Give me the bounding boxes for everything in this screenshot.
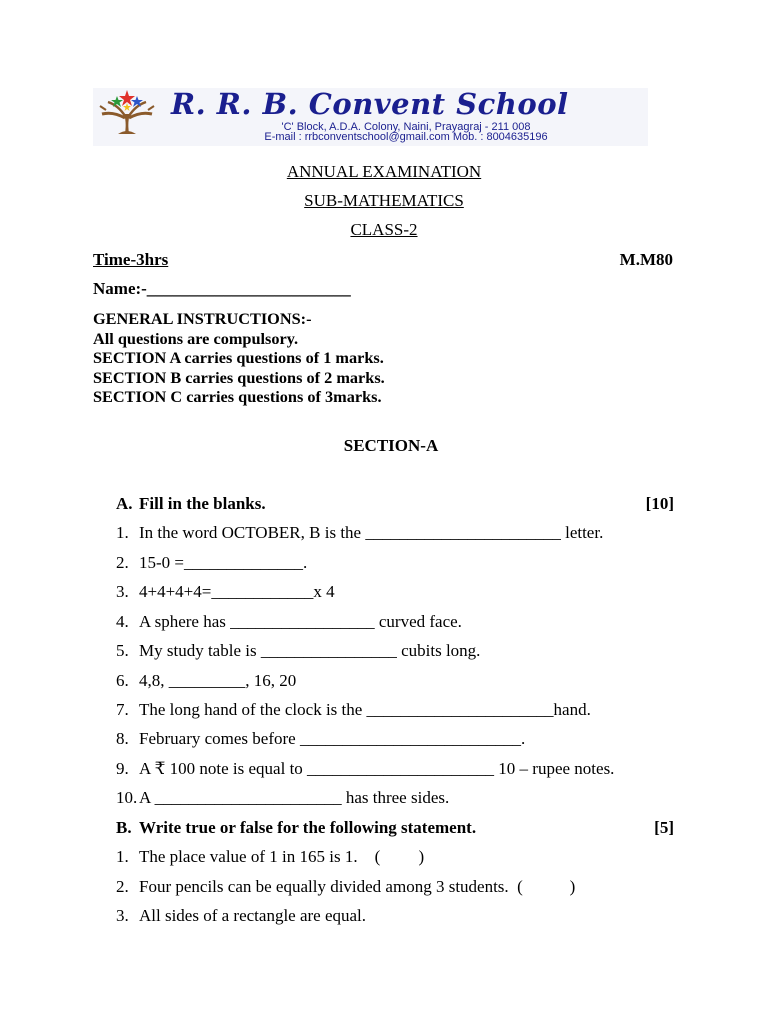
question-text: A ₹ 100 note is equal to ______________________ 10 – rupee notes. [139, 759, 615, 778]
instruction-line: SECTION B carries questions of 2 marks. [93, 367, 385, 387]
part-b-heading [116, 818, 674, 838]
question-item [116, 877, 575, 897]
question-text: The long hand of the clock is the ______________________hand. [139, 700, 591, 719]
letterhead [93, 88, 648, 146]
question-text: My study table is ________________ cubits long. [139, 641, 481, 660]
question-text: The place value of 1 in 165 is 1. ( ) [139, 847, 425, 866]
question-item [116, 759, 614, 779]
question-number: 1. [116, 523, 129, 542]
question-number: 3. [116, 582, 129, 601]
question-number: 3. [116, 906, 129, 925]
question-item [116, 700, 591, 720]
question-number: 4. [116, 612, 129, 631]
exam-title: ANNUAL EXAMINATION [286, 162, 482, 181]
general-instructions [93, 309, 385, 407]
question-number: 8. [116, 729, 129, 748]
question-number: 6. [116, 671, 129, 690]
question-text: In the word OCTOBER, B is the _______________________ letter. [139, 523, 604, 542]
part-b-marks: [5] [654, 818, 674, 837]
question-number: 7. [116, 700, 129, 719]
part-a-label: A. [116, 494, 133, 513]
question-number: 2. [116, 877, 129, 896]
section-a-title: SECTION-A [343, 436, 439, 455]
max-marks: M.M80 [619, 250, 673, 269]
question-text: A ______________________ has three sides. [139, 788, 450, 807]
school-name: R. R. B. Convent School [171, 87, 569, 121]
question-number: 1. [116, 847, 129, 866]
school-address: 'C' Block, A.D.A. Colony, Naini, Prayagraj - 211 008 [281, 121, 531, 133]
instructions-heading: GENERAL INSTRUCTIONS:- [93, 309, 312, 328]
question-number: 10. [116, 788, 138, 807]
question-item [116, 847, 424, 867]
part-b-title: Write true or false for the following statement. [139, 818, 477, 837]
exam-class: CLASS-2 [350, 220, 418, 239]
instruction-line: All questions are compulsory. [93, 328, 299, 348]
question-number: 9. [116, 759, 129, 778]
instruction-line: SECTION C carries questions of 3marks. [93, 387, 382, 406]
question-item [116, 788, 449, 808]
part-a-heading [116, 494, 674, 514]
exam-time: Time-3hrs [93, 250, 169, 269]
question-item [116, 612, 462, 632]
question-text: 4,8, _________, 16, 20 [139, 671, 297, 690]
question-item [116, 641, 480, 661]
question-text: 15-0 =______________. [139, 553, 308, 572]
part-b-label: B. [116, 818, 132, 837]
question-item [116, 553, 307, 573]
exam-subject: SUB-MATHEMATICS [304, 191, 464, 210]
question-item [116, 582, 335, 602]
student-name-field: Name:-________________________ [93, 279, 351, 298]
part-a-marks: [10] [645, 494, 674, 513]
instruction-line: SECTION A carries questions of 1 marks. [93, 348, 384, 367]
time-marks-row [93, 250, 673, 270]
question-text: February comes before __________________________. [139, 729, 526, 748]
question-number: 2. [116, 553, 129, 572]
question-item [116, 523, 603, 543]
question-number: 5. [116, 641, 129, 660]
school-contact: E-mail : rrbconventschool@gmail.com Mob. : 8004635196 [264, 131, 548, 143]
part-a-title: Fill in the blanks. [139, 494, 266, 513]
question-text: Four pencils can be equally divided among 3 students. ( ) [139, 877, 576, 896]
question-item [116, 906, 366, 926]
question-text: All sides of a rectangle are equal. [139, 906, 367, 925]
question-item [116, 729, 525, 749]
school-logo-tree-icon [96, 88, 158, 136]
question-text: 4+4+4+4=____________x 4 [139, 582, 335, 601]
question-text: A sphere has _________________ curved face. [139, 612, 462, 631]
question-item [116, 671, 296, 691]
